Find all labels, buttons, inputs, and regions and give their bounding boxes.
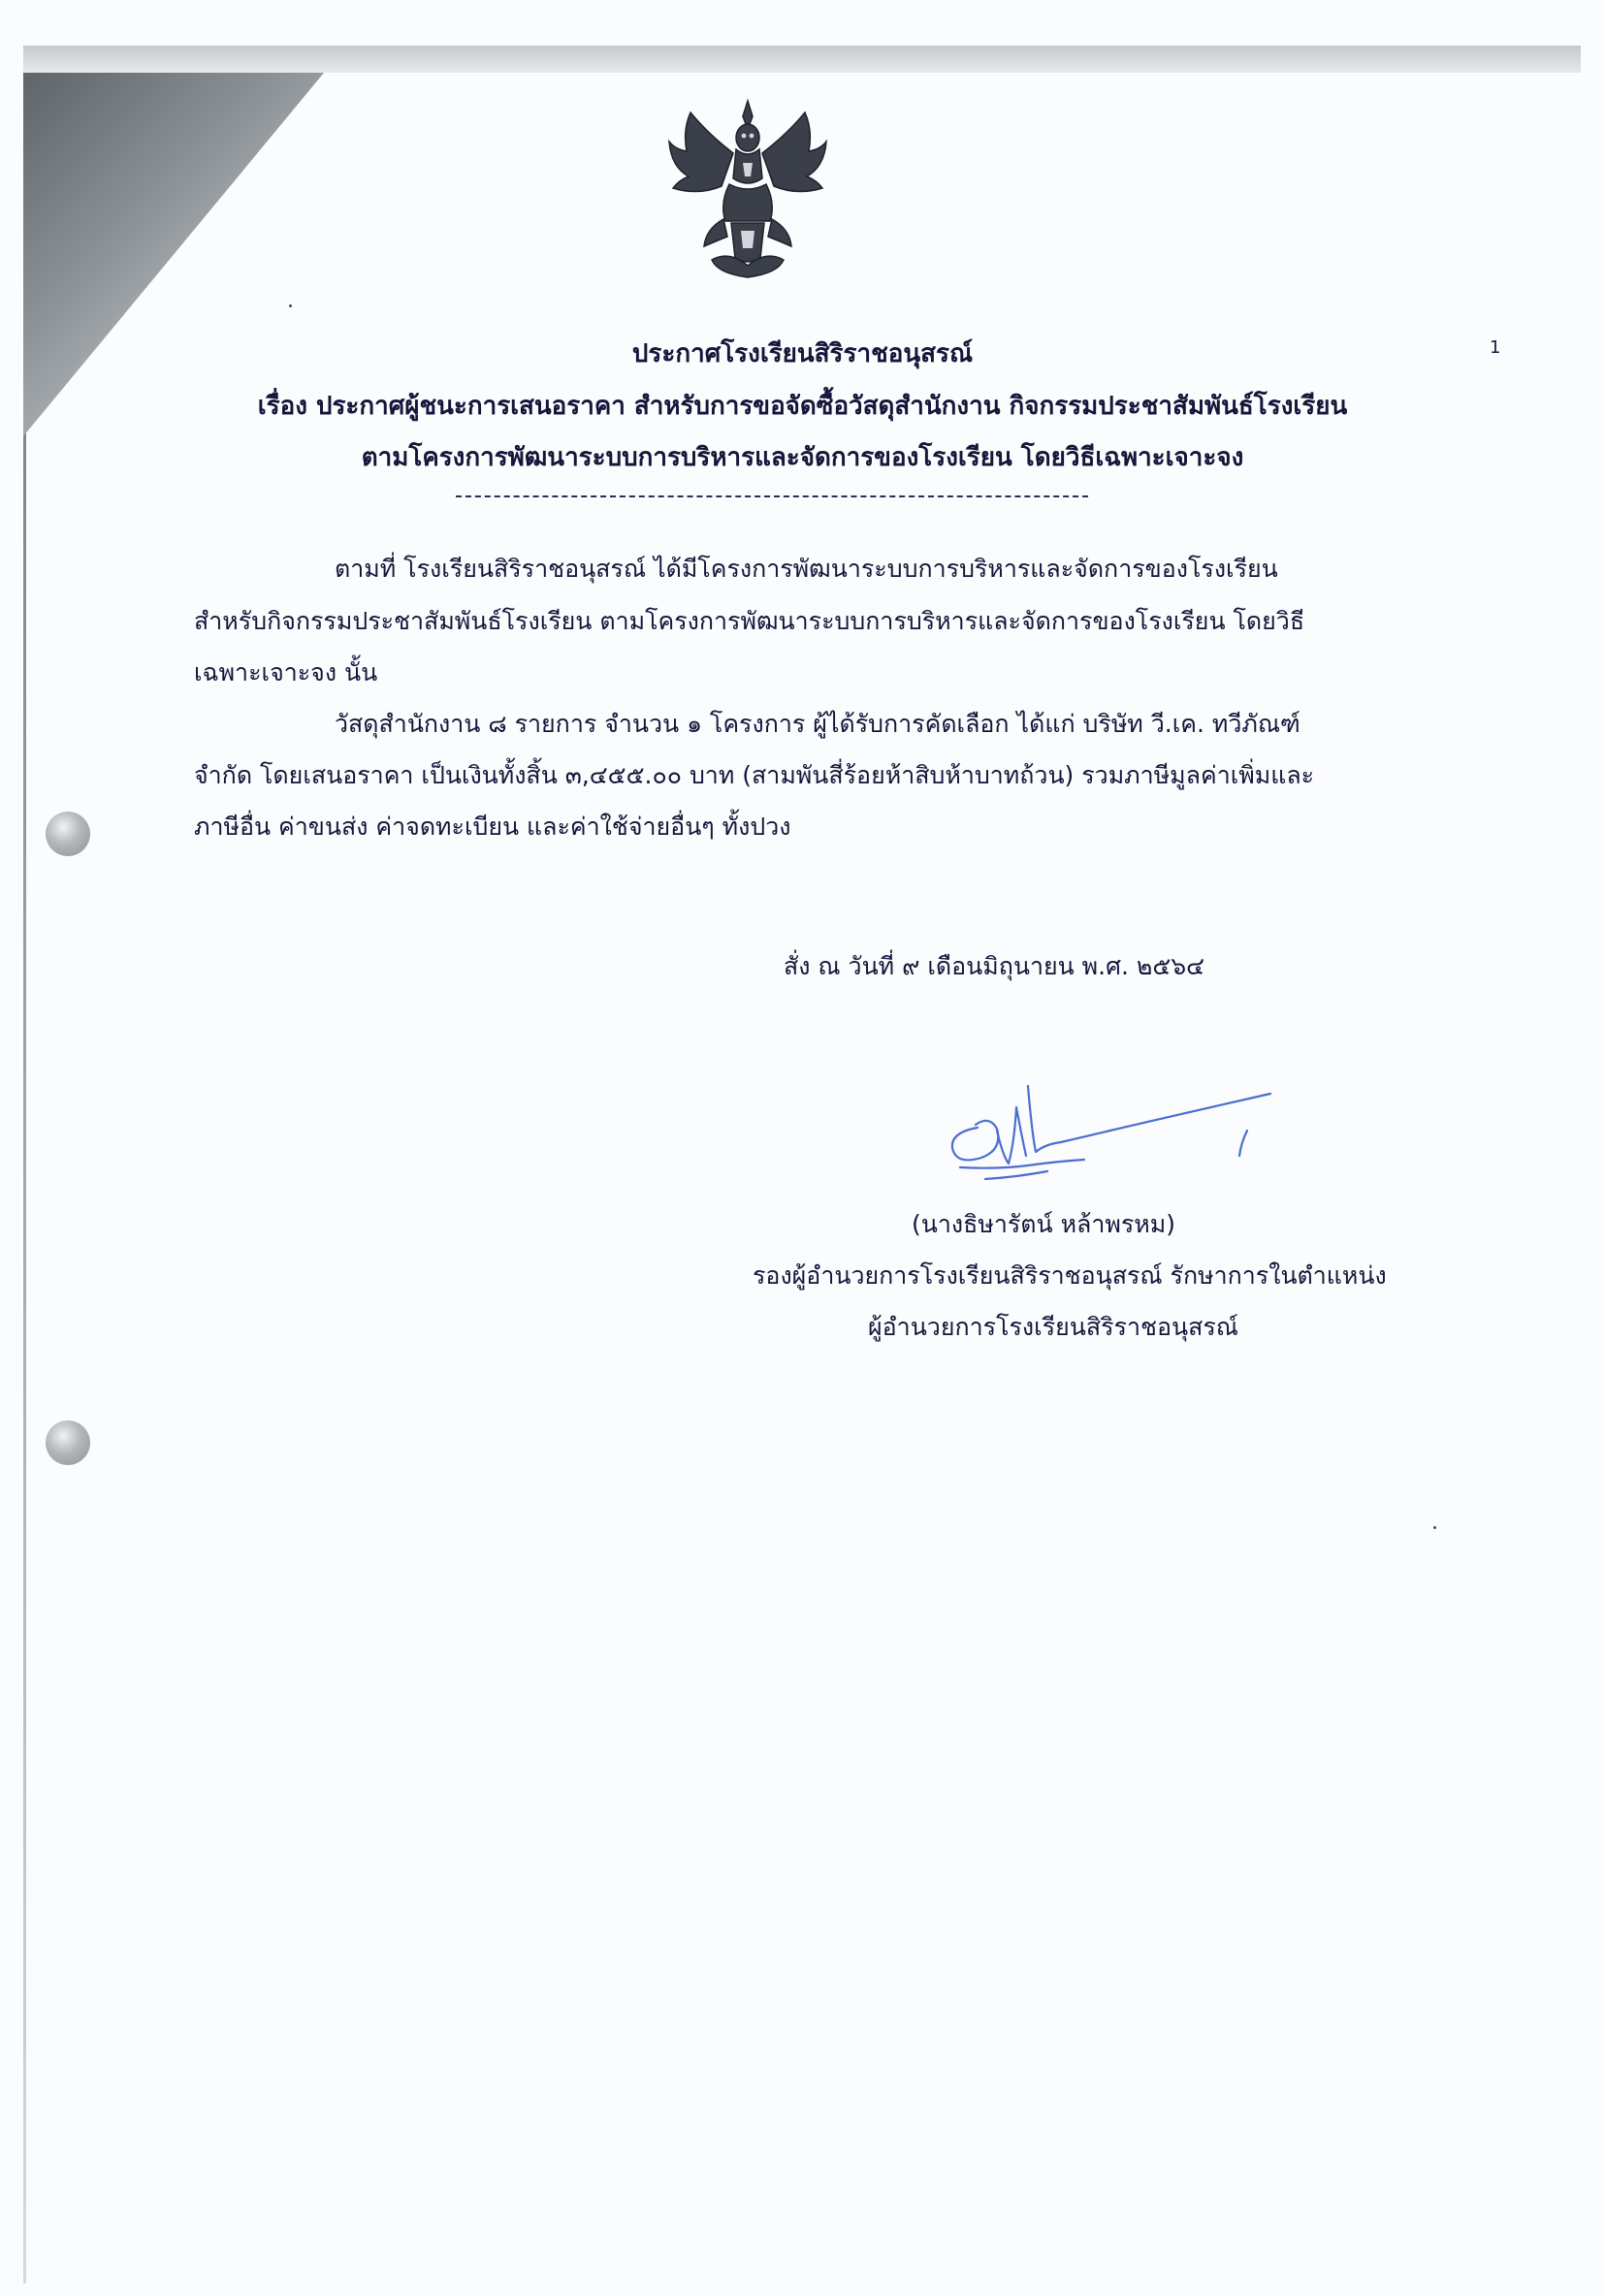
paragraph-1-line-2: สำหรับกิจกรรมประชาสัมพันธ์โรงเรียน ตามโครงการพัฒนาระบบการบริหารและจัดการของโรงเรียน โดยวิธี [194,607,1305,635]
paragraph-2-line-3: ภาษีอื่น ค่าขนส่ง ค่าจดทะเบียน และค่าใช้จ่ายอื่นๆ ทั้งปวง [194,813,791,841]
scan-corner-shadow [23,73,324,436]
subject-line-1: เรื่อง ประกาศผู้ชนะการเสนอราคา สำหรับการขอจัดซื้อวัสดุสำนักงาน กิจกรรมประชาสัมพันธ์โรงเรียน [257,392,1348,421]
signatory-name: (นางธิษารัตน์ หล้าพรหม) [912,1210,1176,1238]
garuda-emblem-icon [661,95,834,281]
announcement-title: ประกาศโรงเรียนสิริราชอนุสรณ์ [631,339,974,368]
punch-hole-top [46,812,90,856]
punch-hole-bottom [46,1420,90,1465]
paragraph-2-line-1: วัสดุสำนักงาน ๘ รายการ จำนวน ๑ โครงการ ผู้ได้รับการคัดเลือก ได้แก่ บริษัท วี.เค. ทวีภัณฑ์ [335,710,1300,738]
paragraph-1-line-1: ตามที่ โรงเรียนสิริราชอนุสรณ์ ได้มีโครงการพัฒนาระบบการบริหารและจัดการของโรงเรียน [335,555,1278,583]
signatory-position-2: ผู้อำนวยการโรงเรียนสิริราชอนุสรณ์ [868,1313,1238,1341]
scanner-top-edge [23,46,1581,73]
handwritten-signature [939,1074,1273,1191]
paragraph-1-line-3: เฉพาะเจาะจง นั้น [194,658,378,686]
subject-line-2: ตามโครงการพัฒนาระบบการบริหารและจัดการของโรงเรียน โดยวิธีเฉพาะเจาะจง [361,443,1244,472]
signatory-position-1: รองผู้อำนวยการโรงเรียนสิริราชอนุสรณ์ รักษาการในตำแหน่ง [753,1261,1387,1290]
scan-speck [289,304,292,307]
paragraph-2-line-2: จำกัด โดยเสนอราคา เป็นเงินทั้งสิ้น ๓,๔๕๕.๐๐ บาท (สามพันสี่ร้อยห้าสิบห้าบาทถ้วน) รวมภาษีมูลค่าเพิ่มและ [194,761,1315,789]
separator-line [456,495,1088,497]
scan-speck [1433,1526,1436,1529]
date-line: สั่ง ณ วันที่ ๙ เดือนมิถุนายน พ.ศ. ๒๕๖๔ [784,952,1205,980]
margin-mark: 1 [1490,337,1501,358]
